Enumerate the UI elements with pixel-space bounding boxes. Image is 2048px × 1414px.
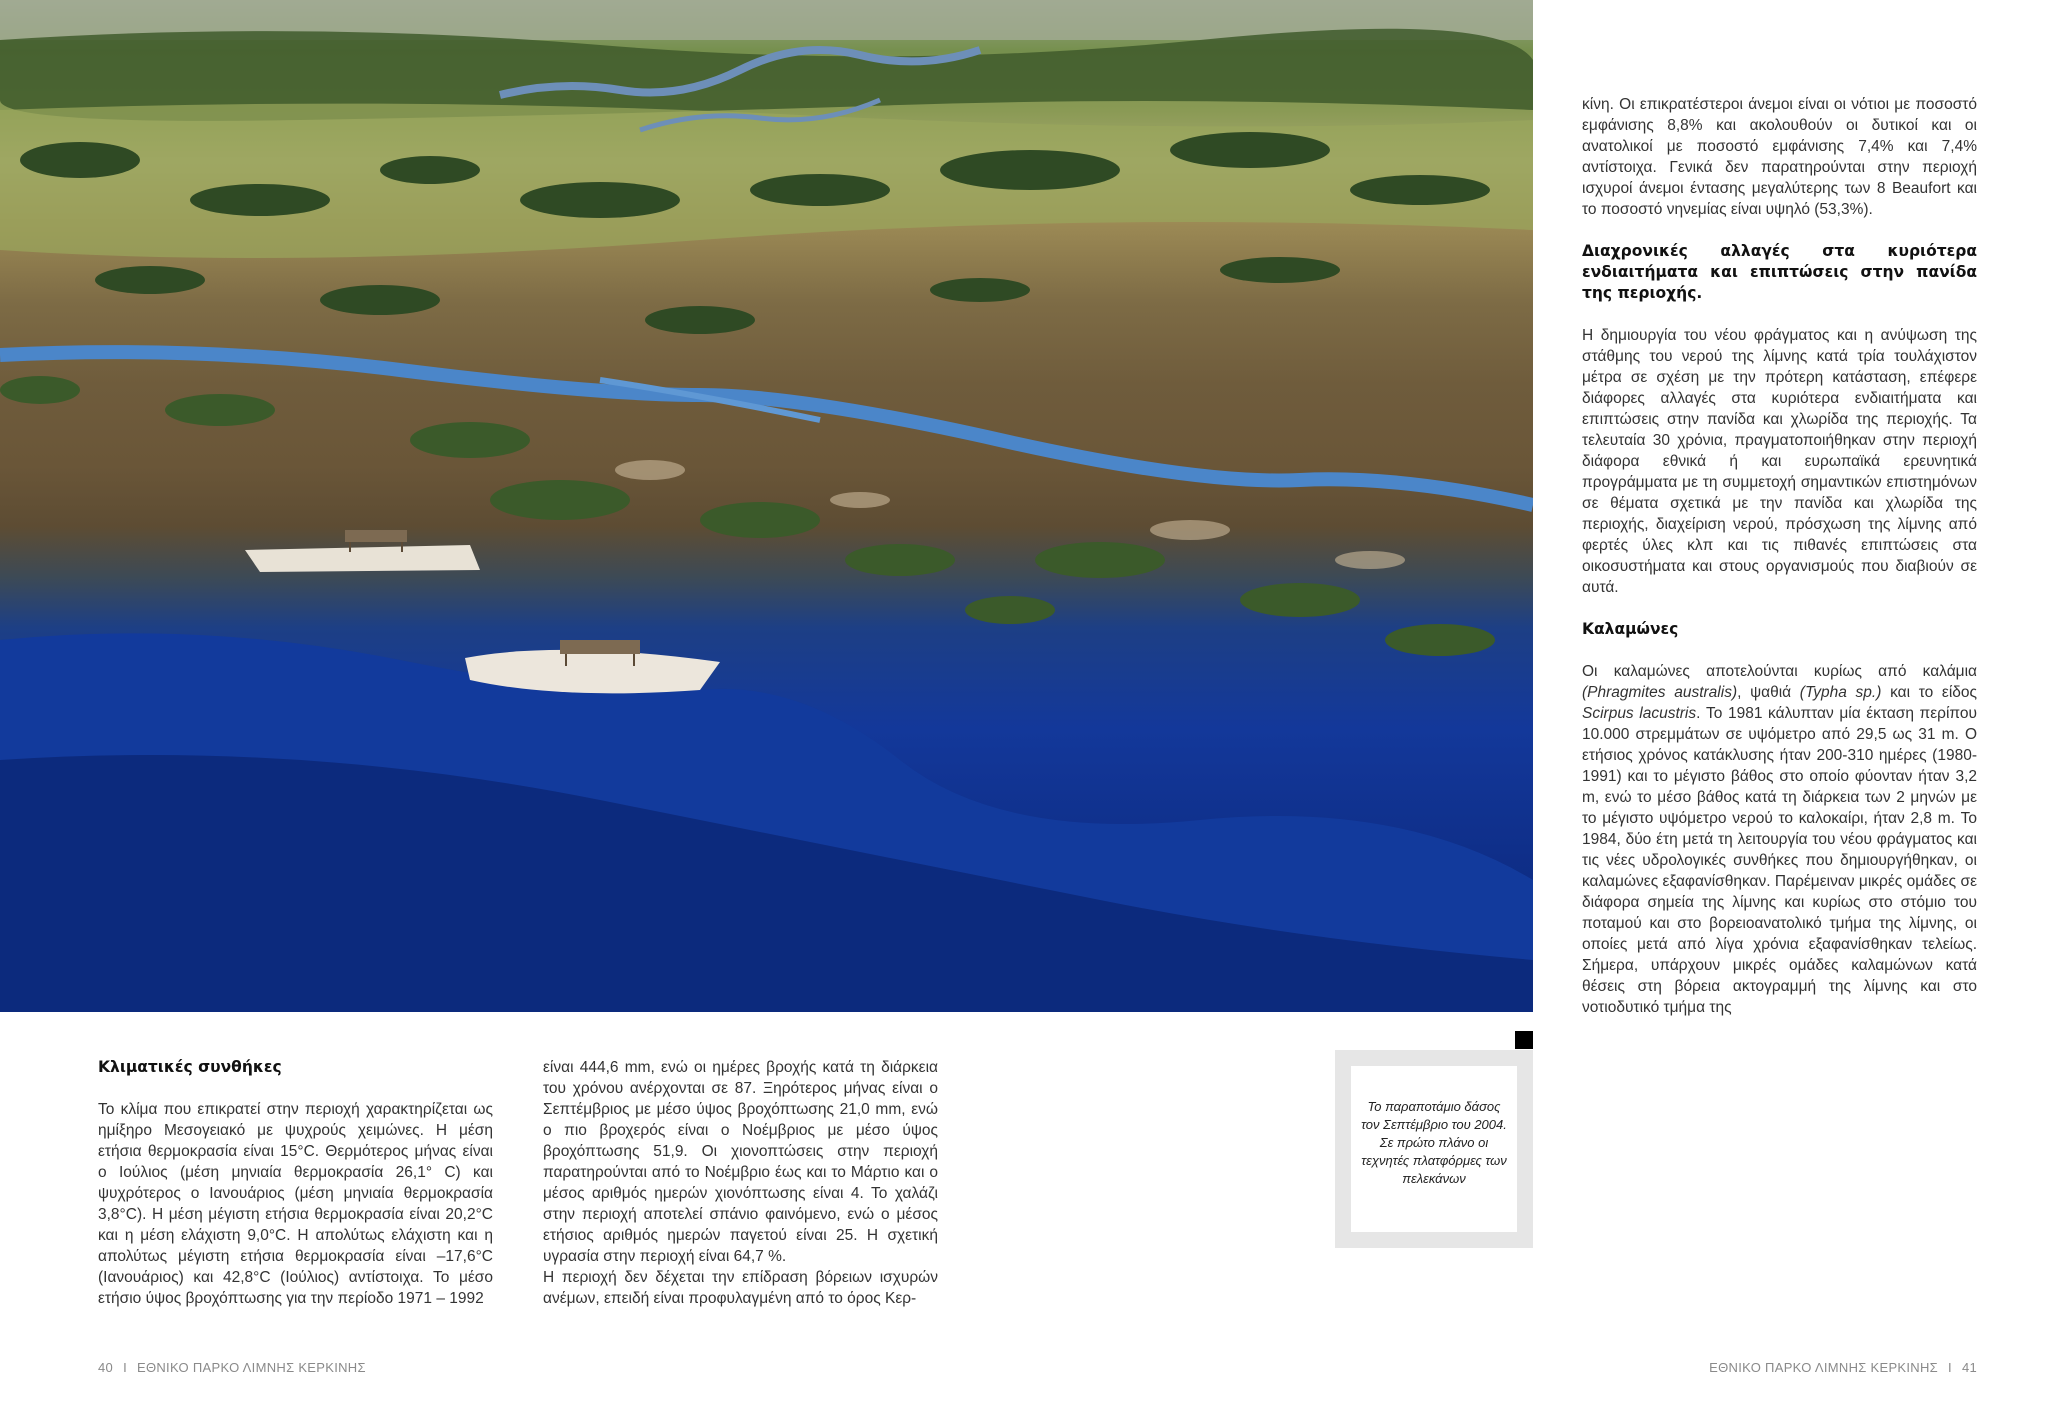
reeds-text-2: , ψαθιά	[1737, 684, 1800, 701]
running-title-left: ΕΘΝΙΚΟ ΠΑΡΚΟ ΛΙΜΝΗΣ ΚΕΡΚΙΝΗΣ	[136, 1360, 366, 1375]
photo-caption: Το παραποτάμιο δάσος τον Σεπτέμβριο του 2004. Σε πρώτο πλάνο οι τεχνητές πλατφόρμες των πελεκάνων	[1361, 1099, 1507, 1186]
winds-paragraph: Η περιοχή δεν δέχεται την επίδραση βόρειων ισχυρών ανέμων, επειδή είναι προφυλαγμένη από το όρος Κερ-	[543, 1269, 938, 1307]
heading-reeds: Καλαμώνες	[1582, 620, 1679, 638]
reeds-text-3: και το είδος	[1881, 684, 1977, 701]
footer-right	[1709, 1360, 1977, 1375]
latin-name-scirpus: Scirpus lacustris	[1582, 705, 1697, 722]
habitat-changes-paragraph: Η δημιουργία του νέου φράγματος και η ανύψωση της στάθμης του νερού της λίμνης κατά τρία τουλάχιστον μέτρα σε σχέση με την πρότερη κατάσταση, επέφερε διάφορες αλλαγές στα κυριότερα ενδιαιτήματα και επιπτώσεις στην πανίδα και χλωρίδα της περιοχής. Τα τελευταία 30 χρόνια, πραγματοποιήθηκαν στην περιοχή διάφορα εθνικά ή και ευρωπαϊκά ερευνητικά προγράμματα με τη συμμετοχή σημαντικών επιστημόνων σε θέματα σχετικά με την πανίδα και χλωρίδα της περιοχής, διαχείριση νερού, πρόσχωση της λίμνης από φερτές ύλες κλπ και τις πιθανές επιπτώσεις στα οικοσυστήματα και στους οργανισμούς που διαβιούν σε αυτά.	[1582, 327, 1977, 596]
caption-inner-panel	[1351, 1066, 1517, 1232]
footer-left	[98, 1360, 366, 1375]
latin-name-phragmites: (Phragmites australis)	[1582, 684, 1738, 701]
latin-name-typha: (Typha sp.)	[1799, 684, 1882, 701]
footer-separator: I	[1948, 1360, 1952, 1375]
caption-marker-square	[1515, 1031, 1533, 1049]
heading-climate: Κλιματικές συνθήκες	[98, 1058, 282, 1076]
left-text-column	[98, 1057, 493, 1309]
reeds-paragraph	[1582, 661, 1977, 1018]
right-text-column	[1582, 94, 1977, 1018]
climate-paragraph: Το κλίμα που επικρατεί στην περιοχή χαρακτηρίζεται ως ημίξηρο Μεσογειακό με ψυχρούς χειμώνες. Η μέση ετήσια θερμοκρασία είναι 15°C. Θερμότερος μήνας είναι ο Ιούλιος (μέση μηνιαία θερμοκρασία 26,1° C) και ψυχρότερος ο Ιανουάριος (μέση μηνιαία θερμοκρασία 3,8°C). Η μέση μέγιστη ετήσια θερμοκρασία είναι 20,2°C και η μέση ελάχιστη 9,0°C. Η απολύτως ελάχιστη και η απολύτως μέγιστη ετήσια θερμοκρασία είναι –17,6°C (Ιανουάριος) και 42,8°C (Ιούλιος) αντίστοιχα. Το μέσο ετήσιο ύψος βροχόπτωσης για την περίοδο 1971 – 1992	[98, 1101, 493, 1307]
footer-separator: I	[123, 1360, 127, 1375]
middle-text-column	[543, 1057, 938, 1309]
wind-paragraph: κίνη. Οι επικρατέστεροι άνεμοι είναι οι νότιοι με ποσοστό εμφάνισης 8,8% και ακολουθούν οι δυτικοί και οι ανατολικοί με ποσοστό εμφάνισης 7,4% και 7,4% αντίστοιχα. Γενικά δεν παρατηρούνται στην περιοχή ισχυροί άνεμοι έντασης μεγαλύτερης των 8 Beaufort και το ποσοστό νηνεμίας είναι υψηλό (53,3%).	[1582, 96, 1977, 218]
caption-box	[1335, 1050, 1533, 1248]
page-number-left: 40	[98, 1360, 114, 1375]
running-title-right: ΕΘΝΙΚΟ ΠΑΡΚΟ ΛΙΜΝΗΣ ΚΕΡΚΙΝΗΣ	[1709, 1360, 1939, 1375]
heading-habitat-changes: Διαχρονικές αλλαγές στα κυριότερα ενδιαιτήματα και επιπτώσεις στην πανίδα της περιοχής.	[1582, 242, 1977, 302]
page-number-right: 41	[1961, 1360, 1977, 1375]
reeds-text-4: . Το 1981 κάλυπταν μία έκταση περίπου 10.000 στρεμμάτων σε υψόμετρο από 29,5 ως 31 m. Ο ετήσιος χρόνος κατάκλυσης ήταν 200-310 ημέρες (1980-1991) και το μέγιστο βάθος στο οποίο φύονταν ήταν 3,2 m, ενώ το μέσο βάθος κατά τη διάρκεια των 2 μηνών με το μέγιστο υψόμετρο νερού το καλοκαίρι, ήταν 2,8 m. Το 1984, δύο έτη μετά τη λειτουργία του νέου φράγματος και τις νέες υδρολογικές συνθήκες που δημιουργήθηκαν, οι καλαμώνες εξαφανίσθηκαν. Παρέμειναν μικρές ομάδες σε διάφορα σημεία της λίμνης και κυρίως στο στόμιο του ποταμού και στο βορειοανατολικό τμήμα της λίμνης, οι οποίες μετά από λίγα χρόνια εξαφανίσθηκαν τελείως. Σήμερα, υπάρχουν μικρές ομάδες καλαμώνων κατά θέσεις στη βόρεια ακτογραμμή της λίμνης και στο νοτιοδυτικό τμήμα της	[1582, 705, 1977, 1016]
reeds-text-1: Οι καλαμώνες αποτελούνται κυρίως από καλάμια	[1582, 663, 1977, 680]
precipitation-paragraph: είναι 444,6 mm, ενώ οι ημέρες βροχής κατά τη διάρκεια του χρόνου ανέρχονται σε 87. Ξηρότερος μήνας είναι ο Σεπτέμβριος με μέσο ύψος βροχόπτωσης 21,0 mm, ενώ ο πιο βροχερός είναι ο Νοέμβριος με μέσο ύψος βροχόπτωσης 51,9. Οι χιονοπτώσεις στην περιοχή παρατηρούνται από το Νοέμβριο έως και το Μάρτιο και ο μέσος αριθμός ημερών χιονόπτωσης είναι 4. Το χαλάζι στην περιοχή αποτελεί σπάνιο φαινόμενο, ενώ ο μέσος ετήσιος αριθμός ημερών παγετού είναι 25. Η σχετική υγρασία στην περιοχή είναι 64,7 %.	[543, 1059, 938, 1265]
